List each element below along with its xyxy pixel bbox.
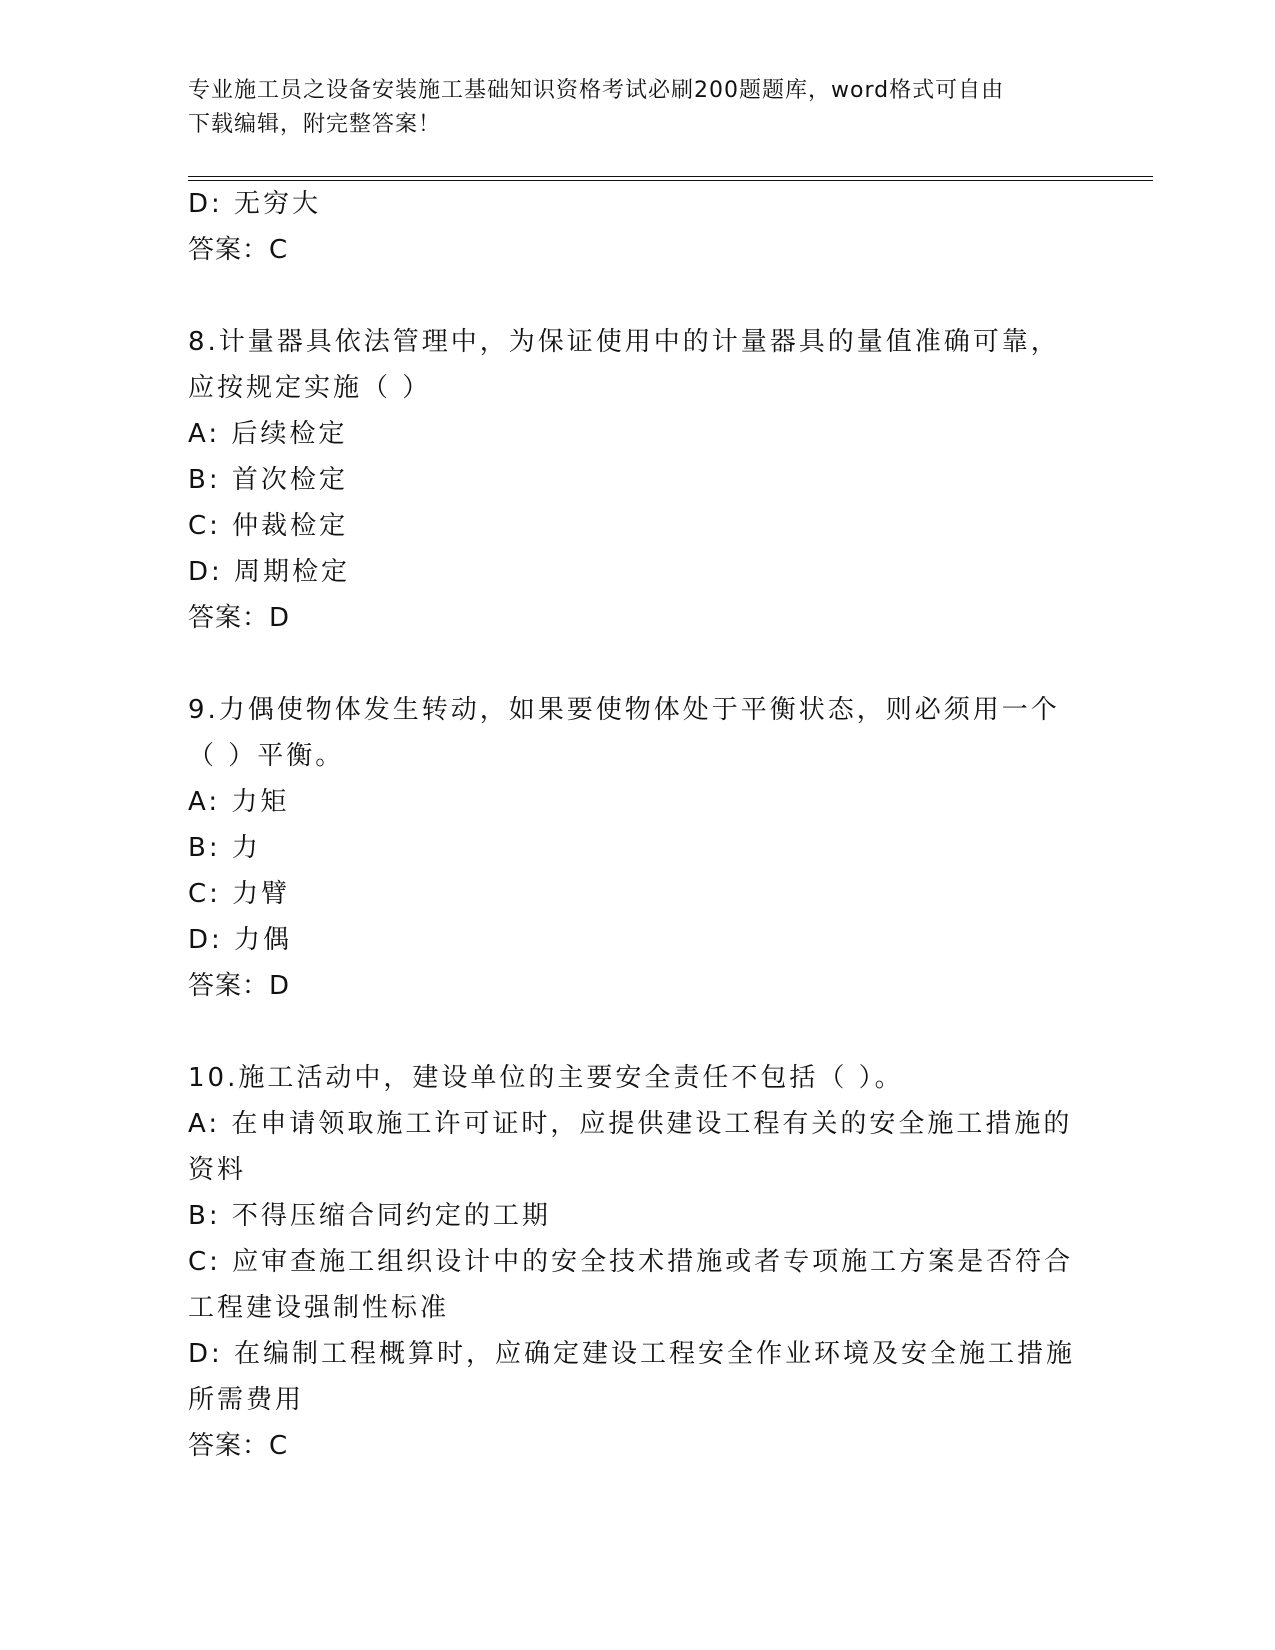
header-line-1: 专业施工员之设备安装施工基础知识资格考试必刷200题题库，word格式可自由 — [188, 78, 1005, 103]
spacer — [188, 641, 1148, 687]
q8-option-a: A: 后续检定 — [188, 419, 348, 449]
q8-option-c: C: 仲裁检定 — [188, 511, 349, 541]
q10-option-a-line-2: 资料 — [188, 1155, 247, 1185]
q9-option-a: A: 力矩 — [188, 787, 290, 817]
prev-option-d: D: 无穷大 — [188, 189, 322, 219]
spacer — [188, 1009, 1148, 1055]
q10-option-c-line-2: 工程建设强制性标准 — [188, 1293, 450, 1323]
prev-answer: 答案：C — [188, 235, 289, 265]
header-line-2: 下载编辑，附完整答案！ — [188, 112, 442, 137]
q10-option-c-line-1: C: 应审查施工组织设计中的安全技术措施或者专项施工方案是否符合 — [188, 1247, 1074, 1277]
q9-option-b: B: 力 — [188, 833, 261, 863]
q8-option-d: D: 周期检定 — [188, 557, 351, 587]
q9-stem-line-2: （ ）平衡。 — [188, 741, 345, 771]
q9-stem-line-1: 9.力偶使物体发生转动，如果要使物体处于平衡状态，则必须用一个 — [188, 695, 1060, 725]
q8-stem-line-1: 8.计量器具依法管理中，为保证使用中的计量器具的量值准确可靠， — [188, 327, 1060, 357]
q10-option-d-line-1: D: 在编制工程概算时，应确定建设工程安全作业环境及安全施工措施 — [188, 1339, 1076, 1369]
q9-answer: 答案：D — [188, 971, 291, 1001]
q9-option-d: D: 力偶 — [188, 925, 293, 955]
q8-stem-line-2: 应按规定实施（ ） — [188, 373, 432, 403]
q9-option-c: C: 力臂 — [188, 879, 291, 909]
q10-option-b: B: 不得压缩合同约定的工期 — [188, 1201, 551, 1231]
document-page — [188, 0, 1148, 1469]
q8-answer: 答案：D — [188, 603, 291, 633]
q8-option-b: B: 首次检定 — [188, 465, 348, 495]
q10-stem: 10.施工活动中，建设单位的主要安全责任不包括（ ）。 — [188, 1063, 904, 1093]
q10-option-a-line-1: A: 在申请领取施工许可证时，应提供建设工程有关的安全施工措施的 — [188, 1109, 1073, 1139]
spacer — [188, 273, 1148, 319]
document-header — [188, 74, 1088, 142]
q10-option-d-line-2: 所需费用 — [188, 1385, 305, 1415]
q10-answer: 答案：C — [188, 1431, 289, 1461]
question-content — [188, 181, 1148, 1469]
